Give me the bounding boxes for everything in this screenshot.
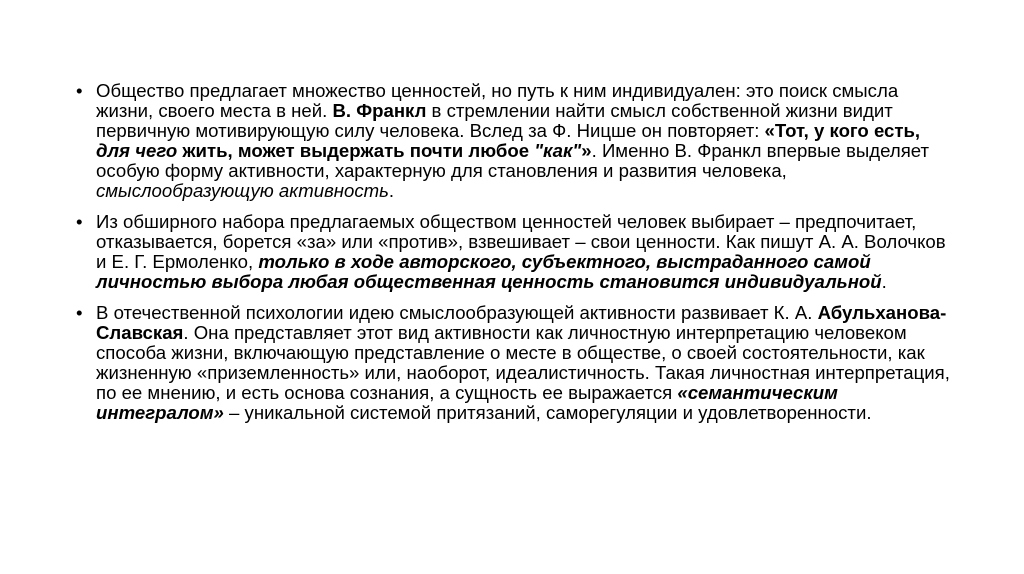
paragraph-volochkov (76, 212, 956, 292)
bullet-icon: • (76, 80, 83, 101)
text-segment: . Она представляет этот вид активности как личностную интерпретацию человеком способа жизни, включающую представление о месте в обществе, о своей состоятельности, как жизненную «приземленность» или, наоборот, идеалистичность. Такая личностная интерпретация, по ее мнению, и есть основа сознания, а сущность ее выражается (96, 322, 950, 403)
paragraph-abulkhanova (76, 303, 956, 423)
text-segment: Общество предлагает множество ценностей, но путь к ним индивидуален: это поиск смысла жизни, своего места в ней. (96, 80, 899, 121)
text-segment: «Тот, у кого есть, (764, 120, 921, 141)
text-segment: В. Франкл (332, 100, 427, 121)
text-segment: – уникальной системой притязаний, саморегуляции и удовлетворенности. (223, 402, 872, 423)
text-segment: жить, может выдержать почти любое (177, 140, 535, 161)
text-segment: Из обширного набора предлагаемых обществом ценностей человек выбирает – предпочитает, отказывается, борется «за» или «против», взвешивает – свои ценности. Как пишут А. А. Волочков и Е. Г. Ермоленко, (96, 211, 946, 272)
paragraph-text (96, 302, 950, 423)
text-segment: . Именно В. Франкл впервые выделяет особую форму активности, характерную для становления и развития человека, (96, 140, 930, 181)
paragraph-frankl (76, 81, 956, 201)
text-segment: . (388, 180, 395, 201)
text-segment: в стремлении найти смысл собственной жизни видит первичную мотивирующую силу человека. Вслед за Ф. Ницше он повторяет: (96, 100, 893, 141)
text-segment: В отечественной психологии идею смыслообразующей активности развивает К. А. (96, 302, 818, 323)
text-segment: Абульханова-Славская (96, 302, 947, 343)
text-segment: » (581, 140, 592, 161)
bullet-icon: • (76, 302, 83, 323)
text-segment: для чего (96, 140, 178, 161)
text-segment: . (881, 271, 887, 292)
paragraph-text (96, 211, 946, 292)
bullet-icon: • (76, 211, 83, 232)
text-segment: смыслообразующую активность (96, 180, 389, 201)
text-segment: "как" (534, 140, 582, 161)
text-segment: только в ходе авторского, субъектного, выстраданного самой личностью выбора любая общественная ценность становится индивидуальной (96, 251, 882, 292)
bullet-list (76, 81, 956, 434)
paragraph-text (96, 80, 929, 201)
text-segment: «семантическим интегралом» (96, 382, 838, 423)
